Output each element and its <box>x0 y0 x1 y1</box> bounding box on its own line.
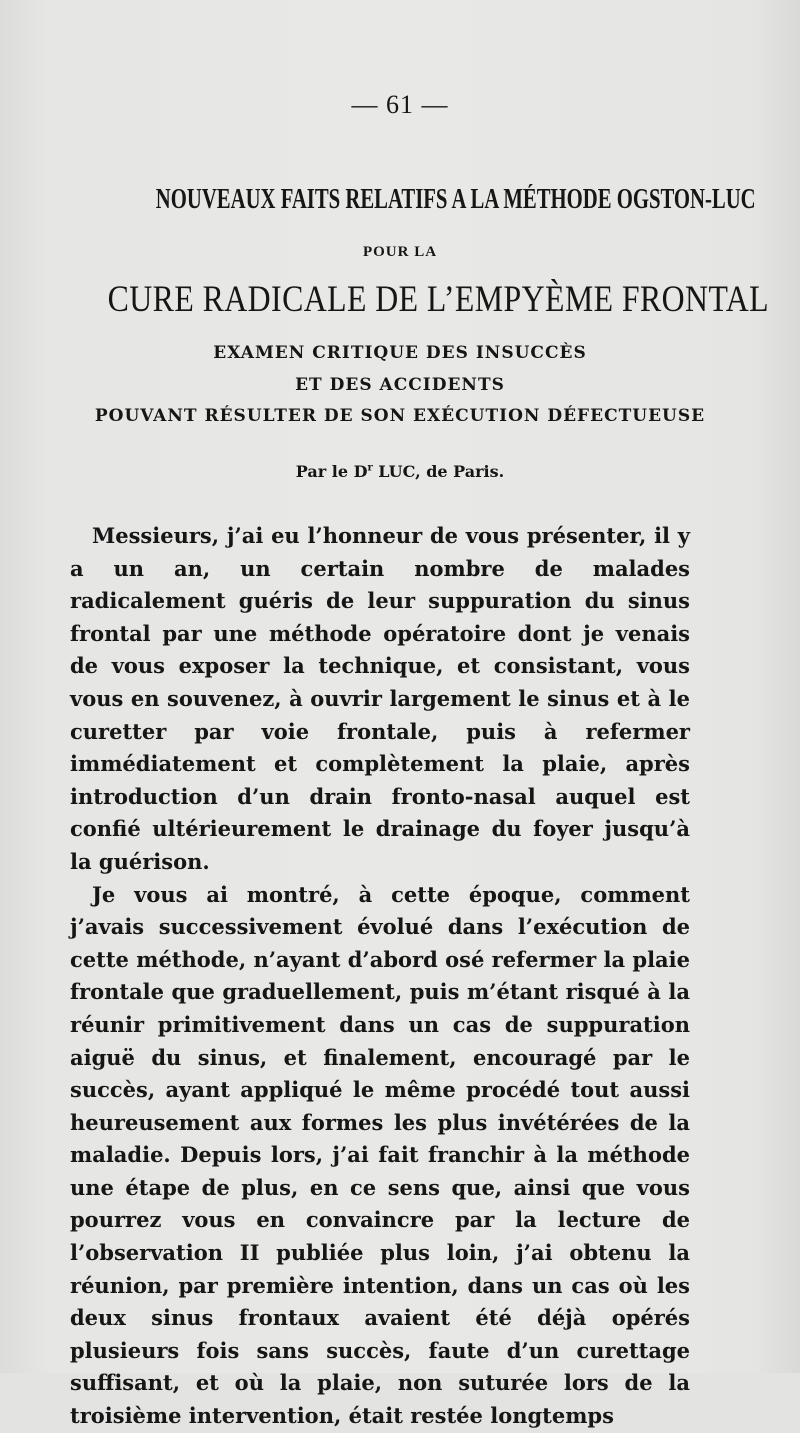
author-line <box>0 462 800 481</box>
author-suffix: , de Paris. <box>415 462 505 481</box>
paragraph-1: Messieurs, j’ai eu l’honneur de vous présenter, il y a un an, un certain nombre de malades radicalement guéris de leur suppuration du sinus frontal par une méthode opératoire dont je venais de vous exposer la technique, et consistant, vous vous en souvenez, à ouvrir largement le sinus et à le curetter par voie frontale, puis à refermer immédiatement et complètement la plaie, après introduction d’un drain fronto-nasal auquel est confié ultérieurement le drainage du foyer jusqu’à la guérison. <box>70 523 690 874</box>
title-connector: POUR LA <box>362 244 438 260</box>
exam-line-1: EXAMEN CRITIQUE DES INSUCCÈS <box>213 343 587 363</box>
article-title: NOUVEAUX FAITS RELATIFS A LA MÉTHODE OGSTON-LUC <box>155 184 756 215</box>
paragraph-2: Je vous ai montré, à cette époque, comment j’avais successivement évolué dans l’exécution de cette méthode, n’ayant d’abord osé refermer la plaie frontale que graduellement, puis m’étant risqué à la réunir primitivement dans un cas de suppuration aiguë du sinus, et finalement, encouragé par le succès, ayant appliqué le même procédé tout aussi heureusement aux formes les plus invétérées de la maladie. Depuis lors, j’ai fait franchir à la méthode une étape de plus, en ce sens que, ainsi que vous pourrez vous en convaincre par la lecture de l’observation II publiée plus loin, j’ai obtenu la réunion, par première intention, dans un cas où les deux sinus frontaux avaient été déjà opérés plusieurs fois sans succès, faute d’un curettage suffisant, et où la plaie, non suturée lors de la troisième intervention, était restée longtemps <box>70 881 690 1429</box>
author-title-sup: r <box>367 462 373 474</box>
article-subtitle: CURE RADICALE DE L’EMPYÈME FRONTAL <box>107 279 770 320</box>
author-name: LUC <box>378 462 416 481</box>
page-number: — 61 — <box>351 90 449 119</box>
author-prefix: Par le D <box>295 462 368 481</box>
exam-line-2: ET DES ACCIDENTS <box>295 375 505 395</box>
body-text <box>70 520 690 1433</box>
exam-line-3: POUVANT RÉSULTER DE SON EXÉCUTION DÉFECTUEUSE <box>94 406 706 426</box>
